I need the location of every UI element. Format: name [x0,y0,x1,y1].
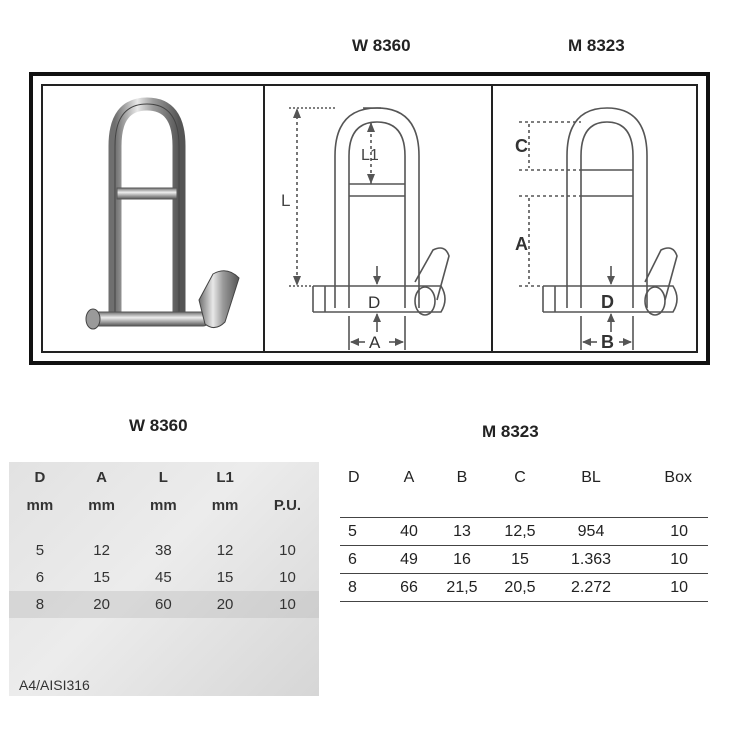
col-header-l: L [158,468,168,486]
table-cell: 8 [340,574,384,602]
table-cell: 10 [279,569,296,586]
table-header-row [9,462,319,492]
table-cell: 60 [132,591,194,618]
table-cell: 20 [71,591,133,618]
table-cell: 10 [632,546,708,574]
dim-label-a: A [369,333,381,352]
table-row [9,527,319,564]
dim-label-d: D [368,293,381,312]
table-row [340,546,708,574]
table-cell: 2.272 [550,574,632,602]
table-cell: 10 [632,574,708,602]
table-cell: 15 [93,569,110,586]
table-cell: 13 [434,518,490,546]
col-header-l1: L1 [216,468,234,486]
diagram-frame [29,72,710,365]
w8360-spec-table [9,462,319,696]
table-cell: 40 [384,518,434,546]
table-cell: 15 [490,546,550,574]
table-cell: 20 [194,591,256,618]
table-row [9,564,319,591]
col-header-d: D [348,469,360,486]
m8323-diagram [493,86,704,351]
dim-label-l1: L1 [361,147,379,164]
table-cell: 16 [434,546,490,574]
dim-label-b: B [601,332,614,352]
unit-a: mm [88,497,115,514]
dim-label-a-right: A [515,234,528,254]
table-cell: 6 [35,569,45,586]
dim-label-d-right: D [601,292,614,312]
table-cell: 10 [279,542,296,559]
unit-pu: P.U. [273,497,302,514]
table-cell: 5 [340,518,384,546]
m8323-spec-table [340,463,708,602]
table-header-divider [340,493,708,518]
table-cell: 49 [384,546,434,574]
table-units-row [9,492,319,527]
table-cell: 45 [154,569,172,586]
diagram-inner-frame [41,84,698,353]
table-cell: 1.363 [550,546,632,574]
col-header-bl: BL [581,469,601,486]
table-cell: 5 [35,542,45,559]
table-cell: 12 [93,542,110,559]
dim-label-l: L [281,191,291,210]
diagram-header-w8360: W 8360 [352,36,411,55]
unit-l: mm [149,497,177,514]
table-cell: 66 [384,574,434,602]
dim-label-c: C [515,136,528,156]
table-row [340,518,708,546]
table-cell: 954 [550,518,632,546]
col-header-blank [256,462,319,492]
table-cell: 8 [9,591,71,618]
col-header-box: Box [664,469,692,486]
col-header-d: D [34,468,46,486]
table-cell: 21,5 [434,574,490,602]
table-cell: 10 [256,591,319,618]
table-header-row [340,463,708,493]
diagram-header-m8323: M 8323 [568,36,625,55]
m8323-table-title: M 8323 [482,422,539,441]
product-photo [43,86,263,351]
w8360-table-title: W 8360 [129,416,188,435]
table-cell: 6 [340,546,384,574]
unit-d: mm [26,497,54,514]
table-cell: 12,5 [490,518,550,546]
table-row [340,574,708,602]
table-cell: 12 [216,542,234,559]
w8360-diagram [265,86,491,351]
unit-l1: mm [211,497,239,514]
col-header-a: A [403,469,415,486]
table-cell: 10 [632,518,708,546]
table-cell: 15 [216,569,234,586]
table-cell: 38 [154,542,172,559]
material-note: A4/AISI316 [19,677,90,693]
table-cell: 20,5 [490,574,550,602]
col-header-b: B [456,469,468,486]
table-row [9,591,319,618]
col-header-c: C [514,469,526,486]
col-header-a: A [96,468,108,486]
